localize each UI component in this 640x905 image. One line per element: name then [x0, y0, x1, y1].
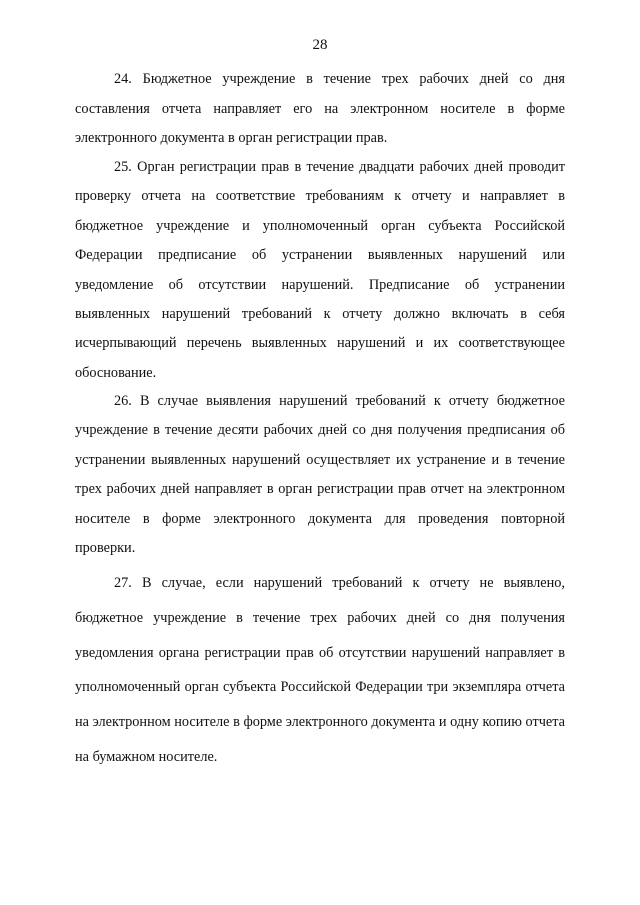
paragraph-27: 27. В случае, если нарушений требований к отчету не выявлено, бюджетное учреждение в течение трех рабочих дней со дня получения уведомления органа регистрации прав об отсутствии нарушений направляет в уполномоченный орган субъекта Российской Федерации три экземпляра отчета на электронном носителе в форме электронного документа и одну копию отчета на бумажном носителе.: [75, 575, 565, 765]
paragraph-26: 26. В случае выявления нарушений требований к отчету бюджетное учреждение в течение десяти рабочих дней со дня получения предписания об устранении выявленных нарушений осуществляет их устранение и в течение трех рабочих дней направляет в орган регистрации прав отчет на электронном носителе в форме электронного документа для проведения повторной проверки.: [75, 393, 565, 557]
paragraph-24: 24. Бюджетное учреждение в течение трех рабочих дней со дня составления отчета направляет его на электронном носителе в форме электронного документа в орган регистрации прав.: [75, 71, 565, 146]
paragraph-25: 25. Орган регистрации прав в течение двадцати рабочих дней проводит проверку отчета на соответствие требованиям к отчету и направляет в бюджетное учреждение и уполномоченный орган субъекта Российской Федерации предписание об устранении выявленных нарушений или уведомление об отсутствии нарушений. Предписание об устранении выявленных нарушений требований к отчету должно включать в себя исчерпывающий перечень выявленных нарушений и их соответствующее обоснование.: [75, 159, 565, 381]
page-number: 28: [312, 37, 328, 53]
